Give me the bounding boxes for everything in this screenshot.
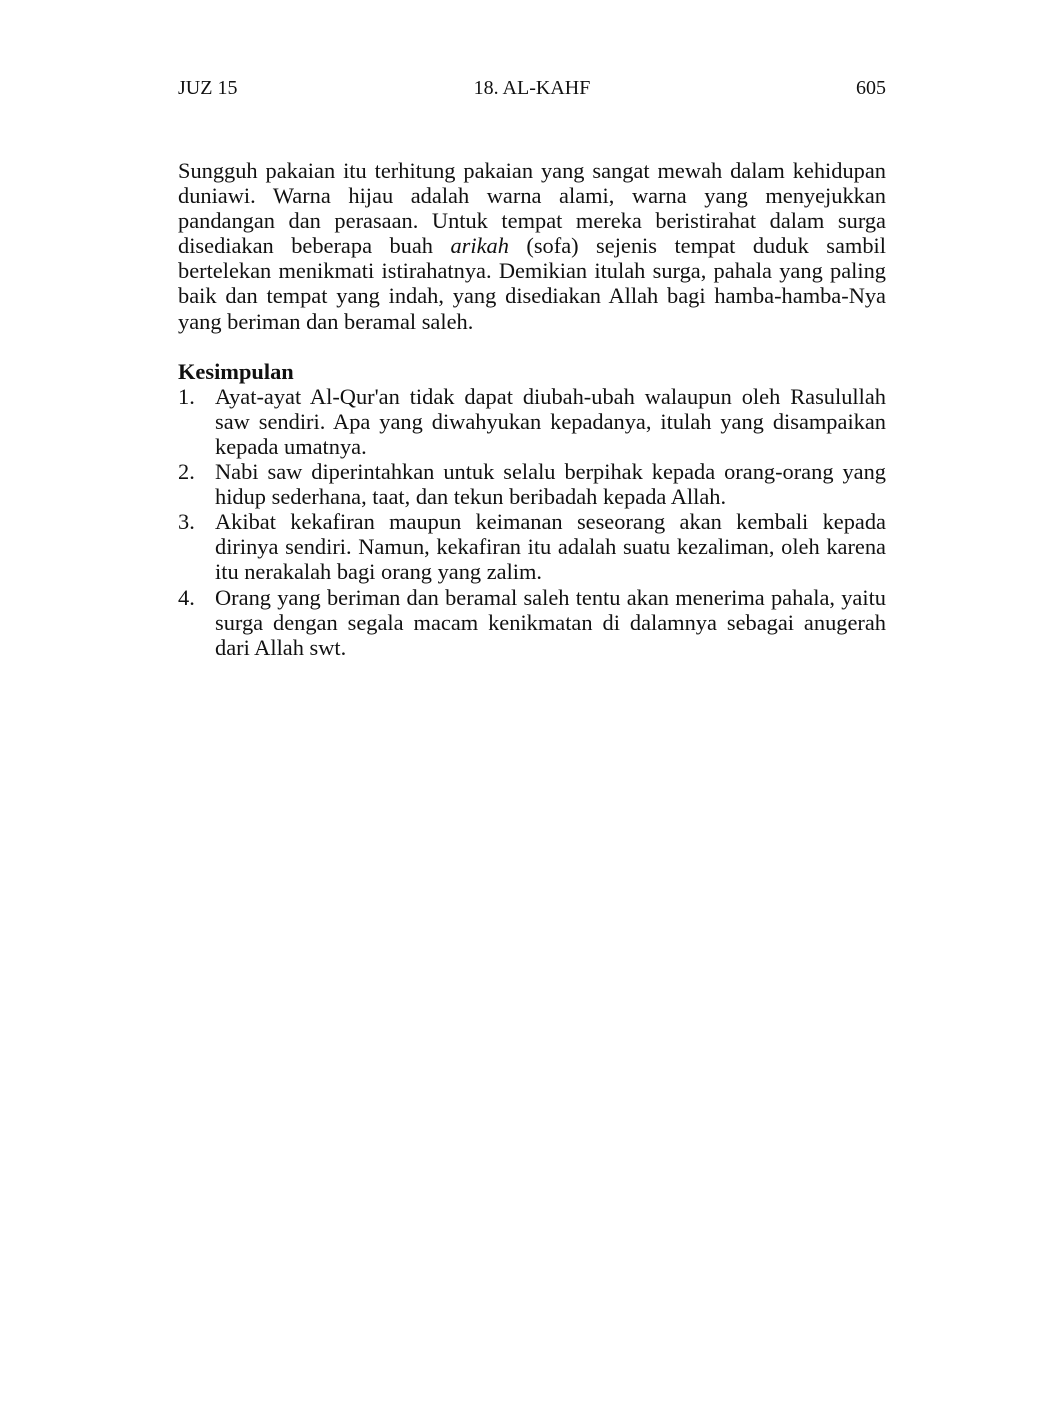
paragraph-text-start: Sungguh pakaian itu terhitung pakaian yang sangat mewah dalam kehidupan duniawi. Warna hijau adalah warna alami, warna yang menyejukkan pandangan dan perasaan. Untuk tempat mereka beristirahat dalam surga disediakan beberapa buah [178, 158, 886, 259]
page-content [178, 158, 886, 660]
list-item-number: 2. [178, 459, 195, 485]
italic-term: arikah [450, 233, 509, 259]
running-header [178, 74, 886, 102]
list-item-text: Nabi saw diperintahkan untuk selalu berpihak kepada orang-orang yang hidup sederhana, taat, dan tekun beribadah kepada Allah. [215, 459, 886, 510]
list-item-text: Akibat kekafiran maupun keimanan seseorang akan kembali kepada dirinya sendiri. Namun, kekafiran itu adalah suatu kezaliman, oleh karena itu nerakalah bagi orang yang zalim. [215, 509, 886, 585]
conclusion-list [178, 384, 886, 660]
juz-label: JUZ 15 [178, 77, 238, 99]
list-item [178, 585, 886, 660]
conclusion-heading: Kesimpulan [178, 358, 294, 384]
page-number: 605 [856, 77, 886, 99]
list-item-text: Ayat-ayat Al-Qur'an tidak dapat diubah-ubah walaupun oleh Rasulullah saw sendiri. Apa yang diwahyukan kepadanya, itulah yang disampaikan kepada umatnya. [215, 383, 886, 459]
list-item [178, 459, 886, 509]
paragraph-text-end: (sofa) sejenis tempat duduk sambil bertelekan menikmati istirahatnya. Demikian itulah surga, pahala yang paling baik dan tempat yang indah, yang disediakan Allah bagi hamba-hamba-Nya yang beriman dan beramal saleh. [178, 233, 886, 334]
list-item-number: 4. [178, 584, 195, 610]
list-item-number: 3. [178, 509, 195, 535]
list-item [178, 509, 886, 584]
list-item-number: 1. [178, 383, 195, 409]
surah-title: 18. AL-KAHF [473, 77, 591, 99]
body-paragraph [178, 158, 886, 334]
list-item-text: Orang yang beriman dan beramal saleh tentu akan menerima pahala, yaitu surga dengan segala macam kenikmatan di dalamnya sebagai anugerah dari Allah swt. [215, 584, 886, 660]
list-item [178, 384, 886, 459]
